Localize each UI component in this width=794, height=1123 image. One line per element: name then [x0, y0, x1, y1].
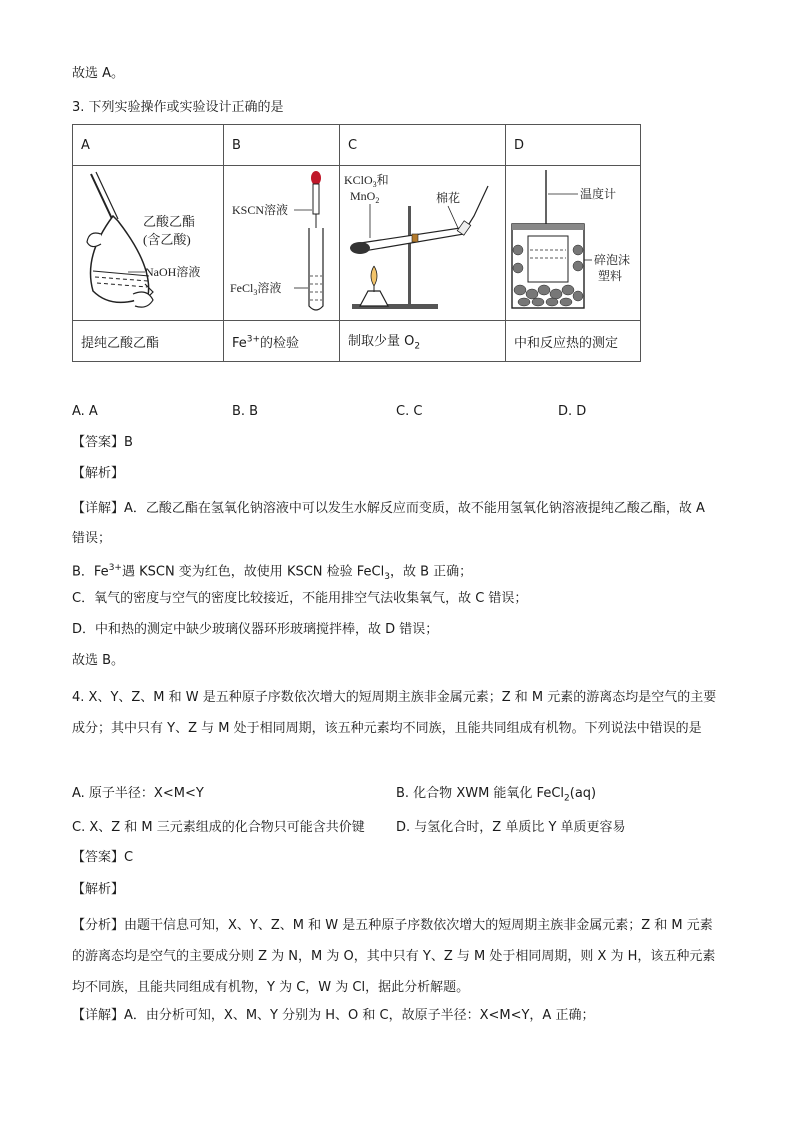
figure-b-label-kscn: KSCN溶液: [232, 203, 289, 217]
figure-d-label-plastic: 塑料: [598, 269, 623, 283]
header-b: B: [224, 125, 340, 166]
figure-c-label-cotton: 棉花: [436, 191, 461, 205]
header-c: C: [340, 125, 506, 166]
figure-d-label-foam: 碎泡沫: [594, 253, 631, 267]
q3-option-b: B. B: [232, 404, 259, 419]
figure-c-label-kclo3: KClO$_3$和: [344, 173, 389, 189]
q4-analysis-body: 【分析】由题干信息可知，X、Y、Z、M 和 W 是五种原子序数依次增大的短周期主族非金属元素；Z 和 M 元素的游离态均是空气的主要成分则 Z 为 N，M 为 O，其中只有 Y、Z 与 M 处于相同周期，则 X 为 H，该五种元素均不同族，且能共同组成有机物，Y 为 C，W 为 Cl，据此分析解题。: [72, 918, 716, 995]
figure-b-label-fecl3: FeCl$_3$溶液: [230, 281, 282, 297]
q3-option-c: C. C: [396, 404, 423, 419]
q4-detail-a: 【详解】A．由分析可知，X、M、Y 分别为 H、O 和 C，故原子半径：X<M<Y，A 正确；: [72, 1008, 595, 1023]
calorimeter-diagram: [506, 166, 640, 316]
q3-stem: 3. 下列实验操作或实验设计正确的是: [72, 100, 284, 115]
caption-d: 中和反应热的测定: [506, 321, 641, 362]
figure-c-label-mno2: MnO$_2$: [350, 189, 380, 205]
figure-a-label-acid: (含乙酸): [143, 232, 191, 247]
figure-d: [506, 166, 641, 321]
previous-conclusion: 故选 A。: [72, 66, 125, 81]
header-a: A: [73, 125, 224, 166]
q3-option-a: A. A: [72, 404, 98, 419]
q3-answer: 【答案】B: [72, 435, 133, 450]
dropper-bulb-icon: [311, 171, 321, 185]
q4-analysis-tag: 【解析】: [72, 882, 125, 897]
header-d: D: [506, 125, 641, 166]
figure-c: [340, 166, 506, 321]
flame-icon: [371, 266, 377, 286]
q3-detail-c: C．氧气的密度与空气的密度比较接近，不能用排空气法收集氧气，故 C 错误；: [72, 591, 528, 606]
figure-a-label-ester: 乙酸乙酯: [143, 214, 196, 229]
figure-a: [73, 166, 224, 321]
alcohol-lamp: [360, 291, 388, 306]
separatory-funnel-diagram: [73, 166, 223, 316]
caption-b: $Fe^{3+}$的检验: [224, 321, 340, 362]
q4-option-d: D. 与氢化合时，Z 单质比 Y 单质更容易: [396, 820, 626, 835]
figure-d-label-thermometer: 温度计: [580, 187, 617, 201]
q3-detail-b: B．$Fe^{3+}$遇 KSCN 变为红色，故使用 KSCN 检验 FeCl$_3$，故 B 正确；: [72, 563, 473, 582]
heating-apparatus-diagram: [340, 166, 505, 316]
q3-option-d: D. D: [558, 404, 587, 419]
q4-option-c: C. X、Z 和 M 三元素组成的化合物只可能含共价键: [72, 820, 365, 835]
q3-experiment-table: [72, 124, 641, 362]
caption-a: 提纯乙酸乙酯: [73, 321, 224, 362]
figure-a-label-naoh: NaOH溶液: [145, 265, 201, 279]
caption-c: 制取少量 $O_2$: [340, 321, 506, 362]
q3-analysis-tag: 【解析】: [72, 466, 125, 481]
q3-detail-d: D．中和热的测定中缺少玻璃仪器环形玻璃搅拌棒，故 D 错误；: [72, 622, 439, 637]
figure-b: [224, 166, 340, 321]
q4-stem: 4. X、Y、Z、M 和 W 是五种原子序数依次增大的短周期主族非金属元素；Z 和 M 元素的游离态均是空气的主要成分；其中只有 Y、Z 与 M 处于相同周期，该五种元素均不同族，且能共同组成有机物。下列说法中错误的是: [72, 690, 717, 736]
q4-option-b: B. 化合物 XWM 能氧化 FeCl$_2$(aq): [396, 786, 597, 804]
q4-answer: 【答案】C: [72, 850, 134, 865]
q3-conclusion: 故选 B。: [72, 653, 125, 668]
q4-option-a: A. 原子半径：X<M<Y: [72, 786, 204, 801]
q3-detail-a: 【详解】A．乙酸乙酯在氢氧化钠溶液中可以发生水解反应而变质，故不能用氢氧化钠溶液提纯乙酸乙酯，故 A 错误；: [72, 501, 705, 546]
dropper-testtube-diagram: [224, 166, 339, 316]
